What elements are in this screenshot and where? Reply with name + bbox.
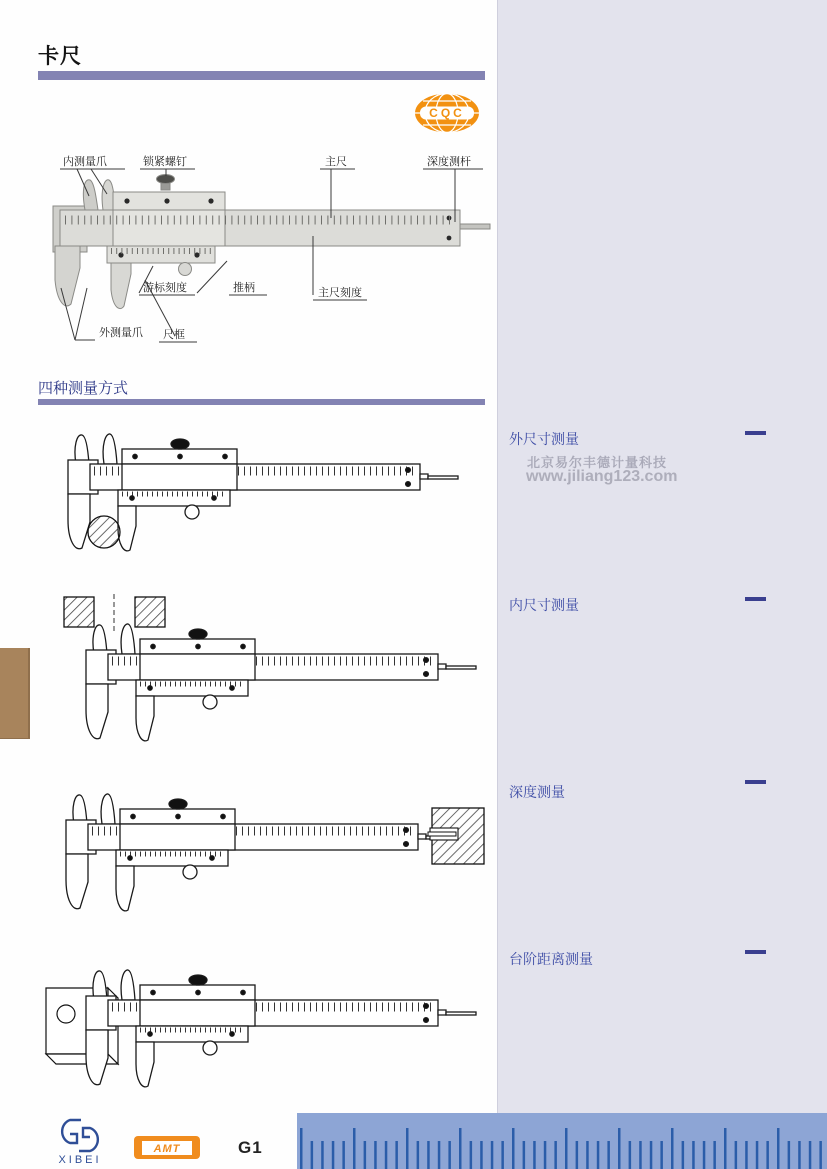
title-accent-bar	[38, 71, 485, 80]
label-outer-jaws: 外测量爪	[99, 327, 143, 339]
label-frame: 尺框	[163, 329, 185, 341]
watermark-line2: www.jiliang123.com	[526, 468, 678, 485]
label-main-scale: 主尺	[325, 156, 347, 168]
right-panel	[497, 0, 827, 1113]
workpiece-round	[88, 516, 120, 548]
workpiece-bore	[64, 594, 165, 632]
caliper-photo-diagram	[35, 148, 495, 366]
diagram-step-measurement	[42, 944, 487, 1094]
label-inner-jaws: 内测量爪	[63, 156, 107, 168]
diagram-depth-measurement	[40, 772, 490, 922]
method-label-external: 外尺寸测量	[509, 431, 579, 447]
section-accent-bar	[38, 399, 485, 405]
xibei-logo-text: XIBEI	[58, 1154, 102, 1165]
watermark-line1: 北京易尔丰德计量科技	[527, 455, 668, 470]
amt-logo-text: AMT	[153, 1143, 181, 1155]
method-label-internal: 内尺寸测量	[509, 597, 579, 613]
method-label-step: 台阶距离测量	[509, 951, 593, 967]
label-thumb-grip: 推柄	[233, 282, 255, 294]
label-vernier-scale: 游标刻度	[143, 282, 187, 294]
xibei-logo	[48, 1113, 112, 1165]
section-heading: 四种测量方式	[38, 380, 129, 397]
label-depth-rod: 深度测杆	[427, 156, 471, 168]
method-label-depth: 深度测量	[509, 784, 565, 800]
method-dash-step	[745, 950, 766, 954]
workpiece-depth-block	[428, 808, 484, 864]
side-tab	[0, 648, 30, 739]
diagram-internal-measurement	[50, 594, 500, 744]
label-lock-screw: 锁紧螺钉	[143, 156, 187, 168]
diagram-external-measurement	[42, 416, 462, 566]
method-dash-depth	[745, 780, 766, 784]
amt-logo	[133, 1133, 201, 1161]
cqc-logo-text: CQC	[429, 106, 465, 120]
cqc-logo	[413, 92, 481, 134]
page-number: G1	[238, 1138, 263, 1157]
page-title: 卡尺	[38, 45, 82, 68]
method-dash-external	[745, 431, 766, 435]
caliper-photo-depth-rod	[460, 224, 490, 229]
ruler-graphic	[297, 1113, 827, 1169]
method-dash-internal	[745, 597, 766, 601]
label-main-scale-marks: 主尺刻度	[318, 287, 362, 299]
